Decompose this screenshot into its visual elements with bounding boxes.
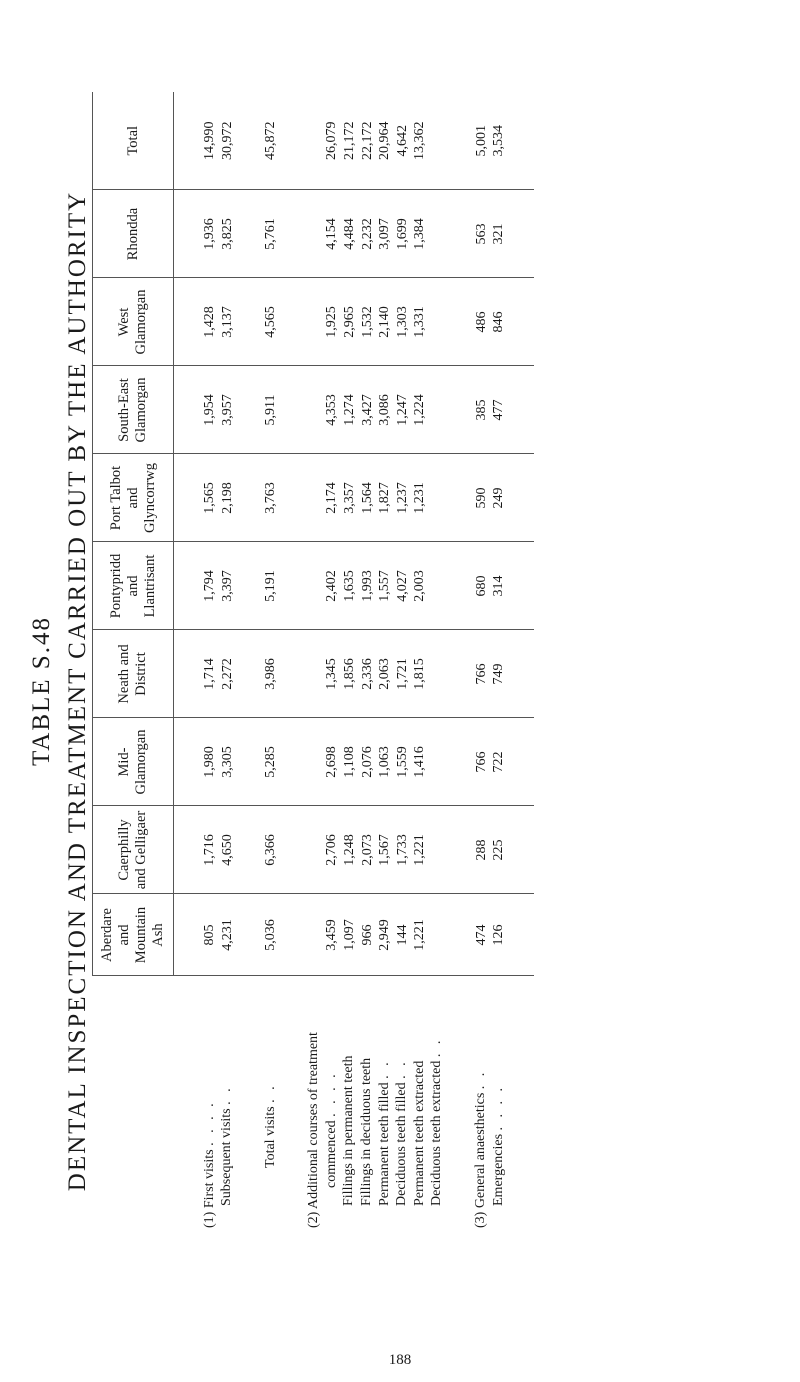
col-values: 1,794 3,397 5,191 2,402 1,635 1,993 1,557 4,027 2,003 680 314 [174, 542, 535, 630]
row-label: Fillings in deciduous teeth [359, 1057, 375, 1206]
col-values: 1,714 2,272 3,986 1,345 1,856 2,336 2,063 1,721 1,815 766 749 [174, 630, 535, 718]
header-row [93, 92, 174, 1234]
col-header: Pontypridd and Llantrisant [93, 542, 174, 630]
table-title: TABLE S.48 [28, 616, 55, 766]
row-label: Emergencies . . . . [490, 1084, 506, 1206]
row-label: (3) General anaesthetics . . [473, 1069, 489, 1228]
row-label: Total visits . . [262, 1083, 278, 1168]
table-body-row [174, 92, 535, 1234]
table-subtitle: DENTAL INSPECTION AND TREATMENT CARRIED OUT BY THE AUTHORITY [64, 190, 91, 1192]
row-label: Permanent teeth filled . . [376, 1059, 392, 1206]
col-header: South-East Glamorgan [93, 366, 174, 454]
col-header: Caerphilly and Gelligaer [93, 806, 174, 894]
header-blank [93, 976, 174, 1234]
table-title-block [28, 0, 92, 1382]
dental-table [92, 92, 534, 1234]
col-header: Port Talbot and Glyncorrwg [93, 454, 174, 542]
col-values: 1,980 3,305 5,285 2,698 1,108 2,076 1,063 1,559 1,416 766 722 [174, 718, 535, 806]
col-values-total: 14,990 30,972 45,872 26,079 21,172 22,172 20,964 4,642 13,362 5,001 3,534 [202, 121, 507, 160]
row-label: commenced . . . . [323, 1071, 339, 1188]
row-label: Permanent teeth extracted [411, 1060, 427, 1206]
col-values: 1,716 4,650 6,366 2,706 1,248 2,073 1,567 1,733 1,221 288 225 [174, 806, 535, 894]
col-header: West Glamorgan [93, 278, 174, 366]
row-label: (2) Additional courses of treatment [306, 1032, 322, 1228]
row-label: Deciduous teeth filled . . [394, 1059, 410, 1206]
col-header: Mid-Glamorgan [93, 718, 174, 806]
col-header: Rhondda [93, 190, 174, 278]
row-label: Fillings in permanent teeth [341, 1055, 357, 1206]
col-header: Neath and District [93, 630, 174, 718]
row-label: (1) First visits . . . . [201, 1100, 217, 1228]
page-number: 188 [388, 1352, 412, 1368]
row-label: Deciduous teeth extracted . . [429, 1037, 445, 1206]
col-values: 805 4,231 5,036 3,459 1,097 966 2,949 144 1,221 474 126 [174, 894, 535, 976]
col-values: 1,565 2,198 3,763 2,174 3,357 1,564 1,827 1,237 1,231 590 249 [174, 454, 535, 542]
col-values: 1,936 3,825 5,761 4,154 4,484 2,232 3,097 1,699 1,384 563 321 [174, 190, 535, 278]
row-label: Subsequent visits . . [219, 1085, 235, 1206]
col-header: Aberdare and Mountain Ash [93, 894, 174, 976]
col-values: 1,428 3,137 4,565 1,925 2,965 1,532 2,140 1,303 1,331 486 846 [174, 278, 535, 366]
row-labels [174, 976, 535, 1234]
col-header: Total [93, 92, 174, 190]
col-values: 1,954 3,957 5,911 4,353 1,274 3,427 3,086 1,247 1,224 385 477 [174, 366, 535, 454]
